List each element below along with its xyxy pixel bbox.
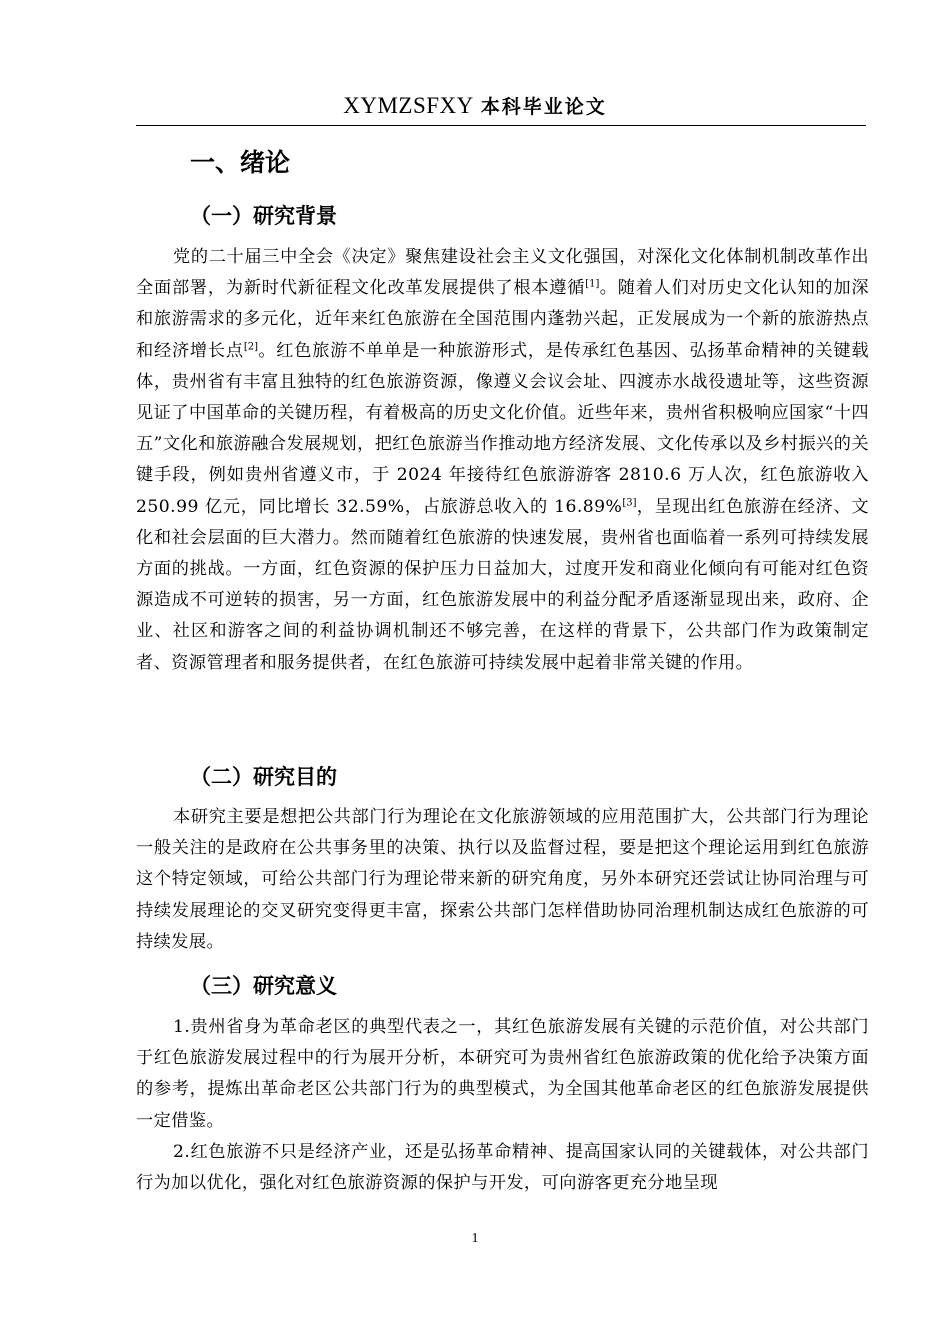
paragraph-text: 本研究主要是想把公共部门行为理论在文化旅游领域的应用范围扩大，公共部门行为理论一般关注的是政府在公共事务里的决策、执行以及监督过程，要是把这个理论运用到红色旅游这个特定领域，可给公共部门行为理论带来新的研究角度，另外本研究还尝试让协同治理与可持续发展理论的交叉研究变得更丰富，探索公共部门怎样借助协同治理机制达成红色旅游的可持续发展。 xyxy=(136,807,869,952)
paragraph-significance-2 xyxy=(136,1137,869,1201)
paragraph-significance-1 xyxy=(136,1012,869,1140)
paragraph-text: 党的二十届三中全会《决定》聚焦建设社会主义文化强国，对深化文化体制机制改革作出全面部署，为新时代新征程文化改革发展提供了根本遵循 xyxy=(136,247,869,299)
header-institution-code: XYMZSFXY xyxy=(343,93,474,118)
section-heading-significance: （三）研究意义 xyxy=(190,974,337,998)
paragraph-background xyxy=(136,242,869,754)
paragraph-text: ，呈现出红色旅游在经济、文化和社会层面的巨大潜力。然而随着红色旅游的快速发展，贵州省也面临着一系列可持续发展方面的挑战。一方面，红色资源的保护压力日益加大，过度开发和商业化倾向有可能对红色资源造成不可逆转的损害，另一方面，红色旅游发展中的利益分配矛盾逐渐显现出来，政府、企业、社区和游客之间的利益协调机制还不够完善，在这样的背景下，公共部门作为政策制定者、资源管理者和服务提供者，在红色旅游可持续发展中起着非常关键的作用。 xyxy=(136,496,869,673)
section-heading-purpose: （二）研究目的 xyxy=(190,765,337,789)
paragraph-text: 。红色旅游不单单是一种旅游形式，是传承红色基因、弘扬革命精神的关键载体，贵州省有丰富且独特的红色旅游资源，像遵义会议会址、四渡赤水战役遗址等，这些资源见证了中国革命的关键历程，有着极高的历史文化价值。近些年来，贵州省积极响应国家“十四五”文化和旅游融合发展规划，把红色旅游当作推动地方经济发展、文化传承以及乡村振兴的关键手段，例如贵州省遵义市，于 2024 年接待红色旅游游客 2810.6 万人次，红色旅游收入 250.99 亿元，同比增长 32.59%，占旅游总收入的 16.89% xyxy=(136,340,869,517)
paragraph-text: 。随着人们对历史文化认知的加深和旅游需求的多元化，近年来红色旅游在全国范围内蓬勃兴起，正发展成为一个新的旅游热点和经济增长点 xyxy=(136,278,869,361)
running-header xyxy=(0,92,950,121)
citation-ref: [2] xyxy=(243,340,258,352)
citation-ref: [3] xyxy=(622,496,637,508)
page-number: 1 xyxy=(471,1231,479,1246)
header-rule xyxy=(136,125,866,126)
citation-ref: [1] xyxy=(585,278,600,290)
header-document-type: 本科毕业论文 xyxy=(480,96,607,118)
chapter-title: 一、绪论 xyxy=(190,148,291,177)
section-heading-background: （一）研究背景 xyxy=(190,204,337,228)
paragraph-text: 2.红色旅游不只是经济产业，还是弘扬革命精神、提高国家认同的关键载体，对公共部门行为加以优化，强化对红色旅游资源的保护与开发，可向游客更充分地呈现 xyxy=(136,1142,869,1194)
paragraph-text: 1.贵州省身为革命老区的典型代表之一，其红色旅游发展有关键的示范价值，对公共部门于红色旅游发展过程中的行为展开分析，本研究可为贵州省红色旅游政策的优化给予决策方面的参考，提炼出革命老区公共部门行为的典型模式，为全国其他革命老区的红色旅游发展提供一定借鉴。 xyxy=(136,1017,869,1131)
paragraph-purpose xyxy=(136,802,869,962)
